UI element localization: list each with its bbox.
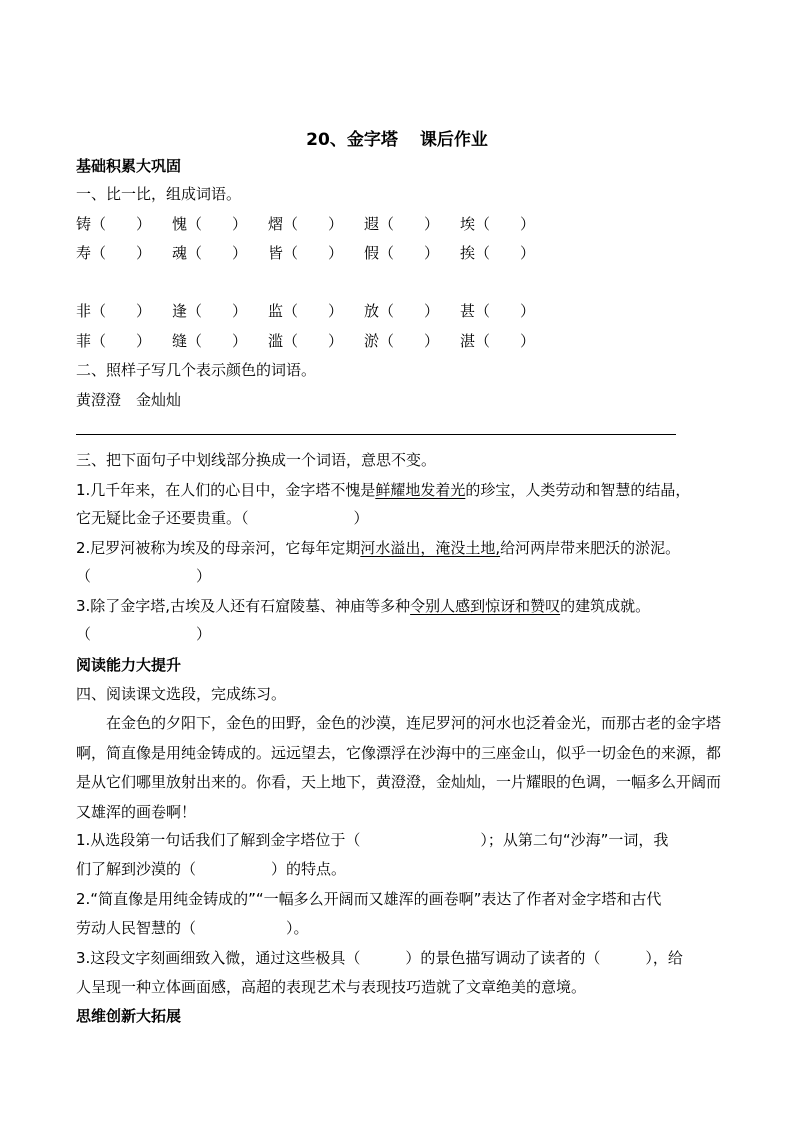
q4-question-1-cont: 们了解到沙漠的（ ）的特点。	[76, 860, 347, 878]
q1-cell: 放（ ）	[364, 302, 440, 320]
q1-heading: 一、比一比，组成词语。	[76, 185, 242, 203]
q1-cell: 埃（ ）	[460, 215, 536, 233]
q2-answer-line[interactable]	[76, 434, 676, 435]
q1-cell: 遐（ ）	[364, 215, 440, 233]
q1-cell: 熠（ ）	[268, 215, 344, 233]
q1-cell: 挨（ ）	[460, 244, 536, 262]
section-heading-basics: 基础积累大巩固	[76, 157, 182, 175]
q3-item-3: 3.除了金字塔,古埃及人还有石窟陵墓、神庙等多种令别人感到惊讶和赞叹的建筑成就。	[76, 597, 651, 615]
q1-cell: 逢（ ）	[172, 302, 248, 320]
q1-cell: 非（ ）	[76, 302, 152, 320]
q2-example: 黄澄澄 金灿灿	[76, 391, 182, 409]
q1-cell: 皆（ ）	[268, 244, 344, 262]
q1-cell: 铸（ ）	[76, 215, 152, 233]
q4-question-2-cont: 劳动人民智慧的（ ）。	[76, 919, 309, 937]
q1-cell: 淤（ ）	[364, 332, 440, 350]
q1-cell: 菲（ ）	[76, 332, 152, 350]
q2-heading: 二、照样子写几个表示颜色的词语。	[76, 361, 317, 379]
underlined-phrase: 鲜耀地发着光	[375, 481, 466, 499]
q1-cell: 愧（ ）	[172, 215, 248, 233]
q1-cell: 魂（ ）	[172, 244, 248, 262]
q3-item-2: 2.尼罗河被称为埃及的母亲河，它每年定期河水溢出，淹没土地,给河两岸带来肥沃的淤泥。	[76, 539, 681, 557]
q4-question-2: 2.“简直像是用纯金铸成的”“一幅多么开阔而又雄浑的画卷啊”表达了作者对金字塔和古代	[76, 890, 662, 908]
q1-cell: 假（ ）	[364, 244, 440, 262]
title-suffix: 课后作业	[419, 130, 488, 150]
q3-heading: 三、把下面句子中划线部分换成一个词语，意思不变。	[76, 451, 437, 469]
reading-passage: 在金色的夕阳下，金色的田野，金色的沙漠，连尼罗河的河水也泛着金光，而那古老的金字塔啊，简直像是用纯金铸成的。远远望去，它像漂浮在沙海中的三座金山，似乎一切金色的来源，都是从它们哪里放射出来的。你看，天上地下，黄澄澄，金灿灿，一片耀眼的色调，一幅多么开阔而又雄浑的画卷啊！	[76, 714, 722, 821]
underlined-phrase: 令别人感到惊讶和赞叹	[410, 597, 561, 615]
q4-question-1: 1.从选段第一句话我们了解到金字塔位于（ ）；从第二句“沙海”一词，我	[76, 831, 669, 849]
q4-question-3-cont: 人呈现一种立体画面感，高超的表现艺术与表现技巧造就了文章绝美的意境。	[76, 978, 587, 996]
q1-cell: 缝（ ）	[172, 332, 248, 350]
q4-question-3: 3.这段文字刻画细致入微，通过这些极具（ ）的景色描写调动了读者的（ ），给	[76, 949, 683, 967]
underlined-phrase: 河水溢出，淹没土地,	[360, 539, 501, 557]
q1-cell: 寿（ ）	[76, 244, 152, 262]
q3-item-1: 1.几千年来，在人们的心目中，金字塔不愧是鲜耀地发着光的珍宝，人类劳动和智慧的结晶，	[76, 481, 691, 499]
page-title	[0, 125, 794, 150]
q3-item-2-answer: （ ）	[76, 567, 212, 585]
q3-item-3-answer: （ ）	[76, 625, 212, 643]
section-heading-reading: 阅读能力大提升	[76, 656, 182, 674]
section-heading-thinking: 思维创新大拓展	[76, 1007, 182, 1025]
title-lesson: 20、金字塔	[306, 130, 398, 150]
q4-heading: 四、阅读课文选段，完成练习。	[76, 685, 287, 703]
q1-cell: 湛（ ）	[460, 332, 536, 350]
q3-item-1-answer: 它无疑比金子还要贵重。（ ）	[76, 509, 369, 527]
q1-cell: 甚（ ）	[460, 302, 536, 320]
q1-cell: 监（ ）	[268, 302, 344, 320]
q1-cell: 滥（ ）	[268, 332, 344, 350]
